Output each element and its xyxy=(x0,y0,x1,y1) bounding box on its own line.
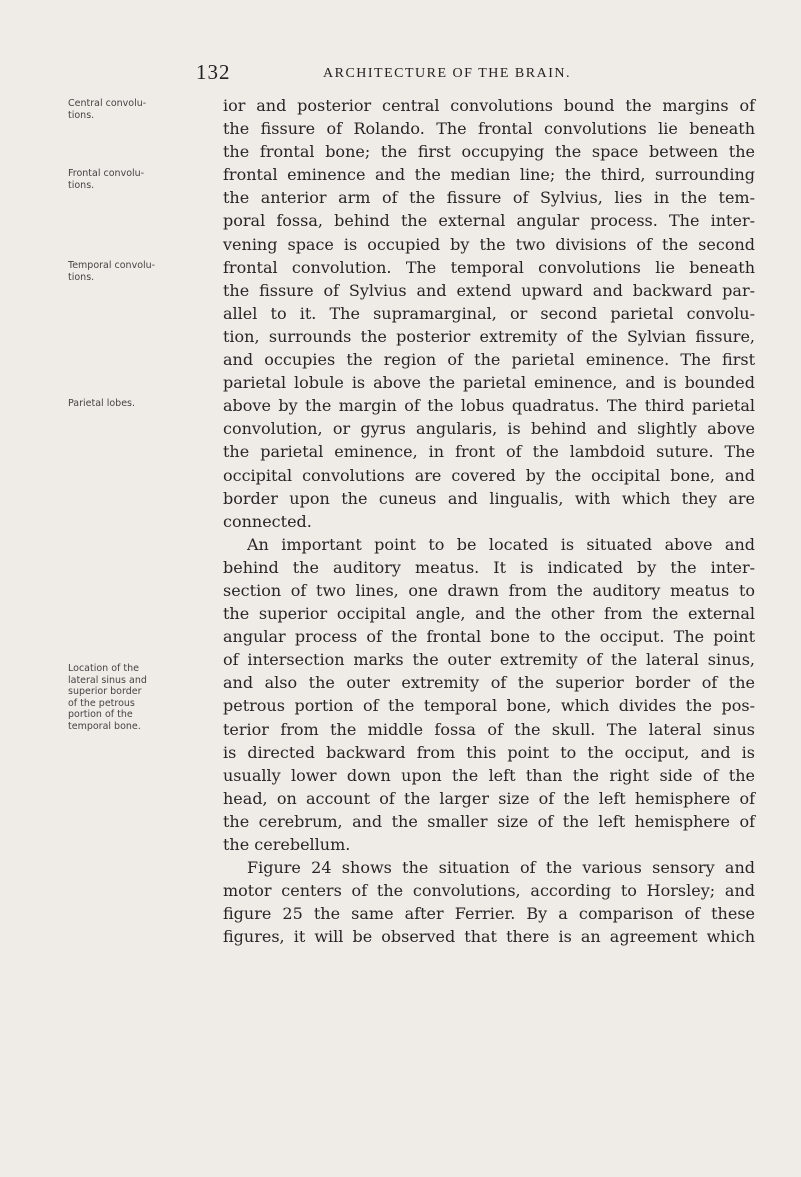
text-line: connected. xyxy=(223,511,312,531)
text-line: is directed backward from this point to the occiput, and is xyxy=(223,742,755,762)
text-line: the fissure of Sylvius and extend upward and backward par- xyxy=(223,280,755,300)
page-header xyxy=(196,60,571,85)
text-line: motor centers of the convolutions, according to Horsley; and xyxy=(223,881,755,901)
sidenote-central xyxy=(68,98,198,121)
text-line: and occupies the region of the parietal eminence. The first xyxy=(223,350,755,370)
sidenote-line: temporal bone. xyxy=(68,720,141,732)
sidenote-line: tions. xyxy=(68,271,95,283)
text-line: allel to it. The supramarginal, or second parietal convolu- xyxy=(223,303,755,323)
text-line: poral fossa, behind the external angular process. The inter- xyxy=(223,211,755,231)
text-line: An important point to be located is situated above and xyxy=(247,534,755,554)
sidenote-line: Frontal convolu- xyxy=(68,168,145,179)
sidenote-line: Parietal lobes. xyxy=(68,398,136,409)
text-line: figures, it will be observed that there is an agreement which xyxy=(223,927,755,947)
sidenote-location xyxy=(68,663,198,732)
text-line: usually lower down upon the left than the right side of the xyxy=(223,765,755,785)
text-line: ior and posterior central convolutions bound the margins of xyxy=(223,96,755,115)
sidenote-frontal xyxy=(68,168,198,191)
text-line: the superior occipital angle, and the other from the external xyxy=(223,604,755,624)
text-line: behind the auditory meatus. It is indicated by the inter- xyxy=(223,557,755,577)
text-line: occipital convolutions are covered by the occipital bone, and xyxy=(223,465,755,485)
sidenote-line: portion of the xyxy=(68,709,133,720)
text-line: parietal lobule is above the parietal eminence, and is bounded xyxy=(223,373,755,393)
sidenote-line: tions. xyxy=(68,179,95,191)
text-line: above by the margin of the lobus quadratus. The third parietal xyxy=(223,396,755,416)
text-line: convolution, or gyrus angularis, is behind and slightly above xyxy=(223,419,755,439)
text-line: the cerebrum, and the smaller size of the left hemisphere of xyxy=(223,811,755,831)
sidenote-line: tions. xyxy=(68,109,95,121)
text-line: Figure 24 shows the situation of the various sensory and xyxy=(247,858,755,878)
text-line: the fissure of Rolando. The frontal convolutions lie beneath xyxy=(223,119,755,139)
sidenote-line: superior border xyxy=(68,686,142,697)
text-line: petrous portion of the temporal bone, which divides the pos- xyxy=(223,696,755,716)
text-line: frontal convolution. The temporal convolutions lie beneath xyxy=(223,257,755,277)
text-line: the anterior arm of the fissure of Sylvius, lies in the tem- xyxy=(223,188,755,208)
text-line: tion, surrounds the posterior extremity of the Sylvian fissure, xyxy=(223,326,755,346)
sidenote-line: Central convolu- xyxy=(68,98,147,109)
sidenote-line: of the petrous xyxy=(68,697,135,709)
text-line: frontal eminence and the median line; the third, surrounding xyxy=(223,165,755,185)
text-line: head, on account of the larger size of the left hemisphere of xyxy=(223,788,755,808)
page-number: 132 xyxy=(196,60,231,84)
body-text xyxy=(223,94,755,948)
sidenote-temporal xyxy=(68,260,198,283)
text-line: border upon the cuneus and lingualis, with which they are xyxy=(223,488,755,508)
text-line: section of two lines, one drawn from the auditory meatus to xyxy=(223,580,755,600)
text-line: terior from the middle fossa of the skull. The lateral sinus xyxy=(223,719,755,739)
text-line: angular process of the frontal bone to the occiput. The point xyxy=(223,627,755,647)
running-title: ARCHITECTURE OF THE BRAIN. xyxy=(323,66,571,81)
text-line: the frontal bone; the first occupying the space between the xyxy=(223,142,755,162)
sidenote-parietal xyxy=(68,398,198,410)
text-line: figure 25 the same after Ferrier. By a comparison of these xyxy=(223,904,755,924)
text-line: and also the outer extremity of the superior border of the xyxy=(223,673,755,693)
text-line: of intersection marks the outer extremity of the lateral sinus, xyxy=(223,650,755,670)
sidenote-line: Temporal convolu- xyxy=(68,260,156,271)
text-line: vening space is occupied by the two divisions of the second xyxy=(223,234,755,254)
sidenote-line: Location of the xyxy=(68,663,139,674)
text-line: the parietal eminence, in front of the lambdoid suture. The xyxy=(223,442,755,462)
sidenote-line: lateral sinus and xyxy=(68,674,147,686)
text-line: the cerebellum. xyxy=(223,835,351,854)
